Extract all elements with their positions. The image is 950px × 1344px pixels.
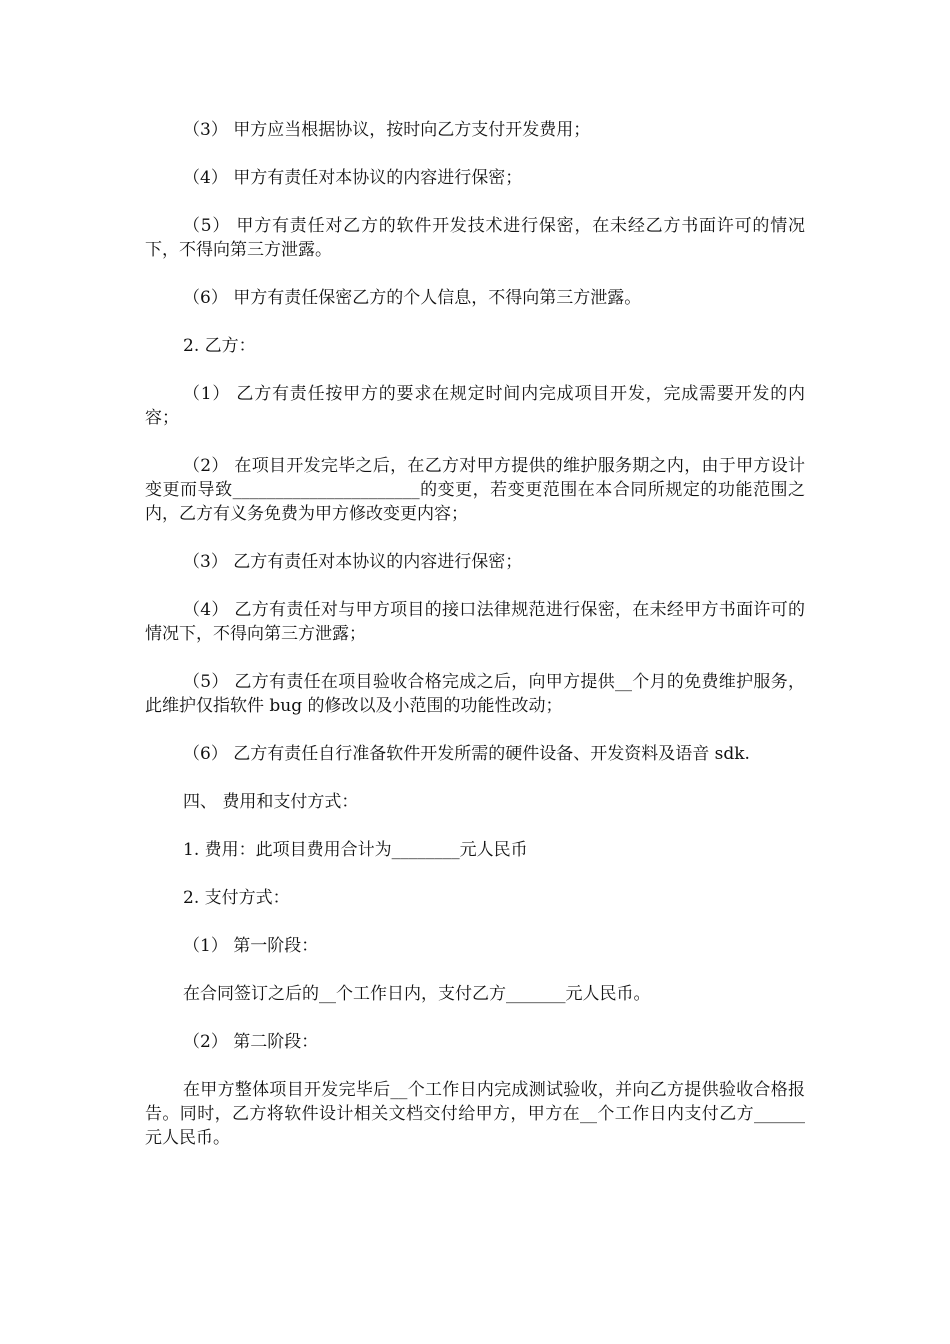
paragraph: （3） 乙方有责任对本协议的内容进行保密； [183, 552, 523, 572]
paragraph: （6） 乙方有责任自行准备软件开发所需的硬件设备、开发资料及语音 sdk. [183, 744, 750, 764]
paragraph: （5） 甲方有责任对乙方的软件开发技术进行保密，在未经乙方书面许可的情况下，不得向第三方泄露。 [145, 216, 805, 260]
paragraph: 在合同签订之后的__个工作日内，支付乙方_______元人民币。 [183, 984, 651, 1004]
paragraph: 在甲方整体项目开发完毕后__个工作日内完成测试验收，并向乙方提供验收合格报告。同时，乙方将软件设计相关文档交付给甲方，甲方在__个工作日内支付乙方______元人民币。 [145, 1080, 805, 1148]
paragraph: （2） 在项目开发完毕之后，在乙方对甲方提供的维护服务期之内，由于甲方设计变更而导致______________________的变更，若变更范围在本合同所规定的功能范围之内，乙方有义务免费为甲方修改变更内容； [145, 456, 805, 524]
paragraph: 1. 费用：此项目费用合计为________元人民币 [183, 840, 528, 860]
document-page [145, 118, 805, 1174]
paragraph: （1） 乙方有责任按甲方的要求在规定时间内完成项目开发，完成需要开发的内容； [145, 384, 805, 428]
paragraph: （5） 乙方有责任在项目验收合格完成之后，向甲方提供__个月的免费维护服务，此维护仅指软件 bug 的修改以及小范围的功能性改动； [145, 672, 805, 716]
paragraph: （4） 甲方有责任对本协议的内容进行保密； [183, 168, 523, 188]
paragraph: （3） 甲方应当根据协议，按时向乙方支付开发费用； [183, 120, 591, 140]
paragraph: （4） 乙方有责任对与甲方项目的接口法律规范进行保密，在未经甲方书面许可的情况下，不得向第三方泄露； [145, 600, 805, 644]
paragraph: （2） 第二阶段： [183, 1032, 319, 1052]
paragraph: 2. 支付方式： [183, 888, 290, 908]
paragraph: （6） 甲方有责任保密乙方的个人信息，不得向第三方泄露。 [183, 288, 642, 308]
paragraph: （1） 第一阶段： [183, 936, 319, 956]
section-heading: 四、 费用和支付方式： [183, 792, 359, 812]
section-heading: 2. 乙方： [183, 336, 256, 356]
